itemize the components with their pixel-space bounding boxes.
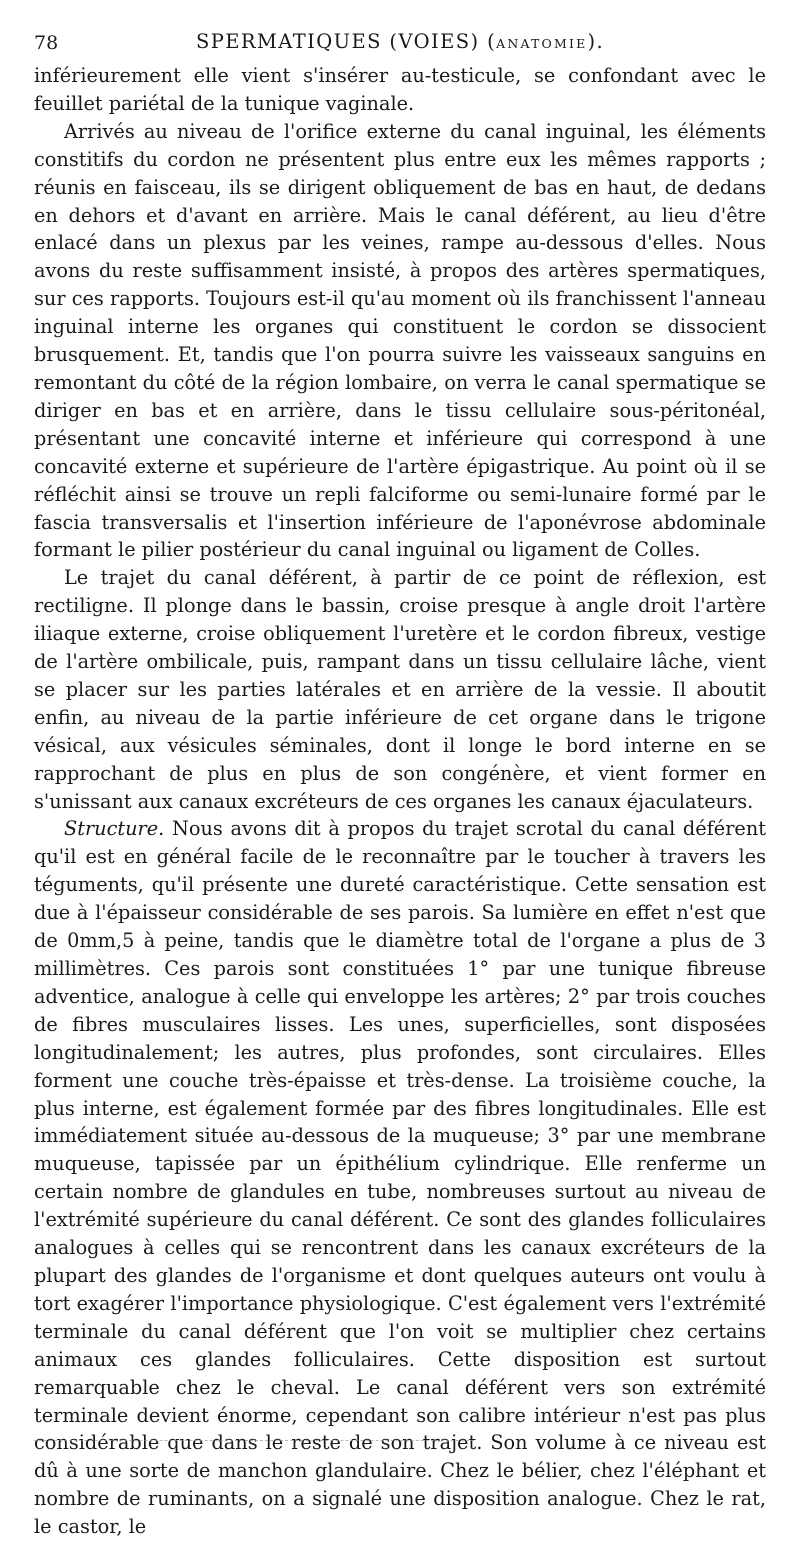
page-number: 78 (34, 32, 59, 54)
footer-rule (34, 1440, 474, 1443)
paragraph-continuation (34, 62, 766, 118)
paragraph-inguinal (34, 118, 766, 565)
running-head-close: ). (587, 30, 605, 53)
paragraph-text: Arrivés au niveau de l'orifice externe du canal inguinal, les éléments constitifs du cordon ne présentent plus entre eux les mêmes rapports ; réunis en faisceau, ils se dirigent obliquement de bas en haut, de dedans en dehors et d'avant en arrière. Mais le canal déférent, au lieu d'être enlacé dans un plexus par les veines, rampe au-dessous d'elles. Nous avons du reste suffisamment insisté, à propos des artères spermatiques, sur ces rapports. Toujours est-il qu'au moment où ils franchissent l'anneau inguinal interne les organes qui constituent le cordon se dissocient brusquement. Et, tandis que l'on pourra suivre les vaisseaux sanguins en remontant du côté de la région lombaire, on verra le canal spermatique se diriger en bas et en arrière, dans le tissu cellulaire sous-péritonéal, présentant une concavité interne et inférieure qui correspond à une concavité externe et supérieure de l'artère épigastrique. Au point où il se réfléchit ainsi se trouve un repli falciforme ou semi-lunaire formé par le fascia transversalis et l'insertion inférieure de l'aponévrose abdominale formant le pilier postérieur du canal inguinal ou ligament de Colles. (34, 119, 766, 562)
paragraph-text: inférieurement elle vient s'insérer au-testicule, se confondant avec le feuillet pariétal de la tunique vaginale. (34, 64, 766, 115)
paragraph-structure (34, 815, 766, 1541)
running-head-main: SPERMATIQUES (VOIES) ( (195, 30, 497, 53)
paragraph-text: Le trajet du canal déférent, à partir de ce point de réflexion, est rectiligne. Il plonge dans le bassin, croise presque à angle droit l'artère iliaque externe, croise obliquement l'uretère et le cordon fibreux, vestige de l'artère ombilicale, puis, rampant dans un tissu cellulaire lâche, vient se placer sur les parties latérales et en arrière de la vessie. Il aboutit enfin, au niveau de la partie inférieure de cet organe dans le trigone vésical, aux vésicules séminales, dont il longe le bord interne en se rapprochant de plus en plus de son congénère, et vient former en s'unissant aux canaux excréteurs de ces organes les canaux éjaculateurs. (34, 566, 766, 813)
running-head-small: ANATOMIE (496, 36, 588, 51)
paragraph-text: Nous avons dit à propos du trajet scrotal du canal déférent qu'il est en général facile de le reconnaître par le toucher à travers les téguments, qu'il présente une dureté caractéristique. Cette sensation est due à l'épaisseur considérable de ses parois. Sa lumière en effet n'est que de 0mm,5 à peine, tandis que le diamètre total de l'organe a plus de 3 millimètres. Ces parois sont constituées 1° par une tunique fibreuse adventice, analogue à celle qui enveloppe les artères; 2° par trois couches de fibres musculaires lisses. Les unes, superficielles, sont disposées longitudinalement; les autres, plus profondes, sont circulaires. Elles forment une couche très-épaisse et très-dense. La troisième couche, la plus interne, est également formée par des fibres longitudinales. Elle est immédiatement située au-dessous de la muqueuse; 3° par une membrane muqueuse, tapissée par un épithélium cylindrique. Elle renferme un certain nombre de glandules en tube, nombreuses surtout au niveau de l'extrémité supérieure du canal déférent. Ce sont des glandes folliculaires analogues à celles qui se rencontrent dans les canaux excréteurs de la plupart des glandes de l'organisme et dont quelques auteurs ont voulu à tort exagérer l'importance physiologique. C'est également vers l'extrémité terminale du canal déférent que l'on voit se multiplier chez certains animaux ces glandes folliculaires. Cette disposition est surtout remarquable chez le cheval. Le canal déférent vers son extrémité terminale devient énorme, cependant son calibre intérieur n'est pas plus considérable que dans le reste de son trajet. Son volume à ce niveau est dû à une sorte de manchon glandulaire. Chez le bélier, chez l'éléphant et nombre de ruminants, on a signalé une disposition analogue. Chez le rat, le castor, le (34, 817, 766, 1539)
running-head (34, 30, 766, 53)
page-header (34, 28, 766, 62)
body-text (34, 62, 766, 1541)
paragraph-trajet (34, 564, 766, 815)
section-lead-structure: Structure. (64, 817, 165, 841)
